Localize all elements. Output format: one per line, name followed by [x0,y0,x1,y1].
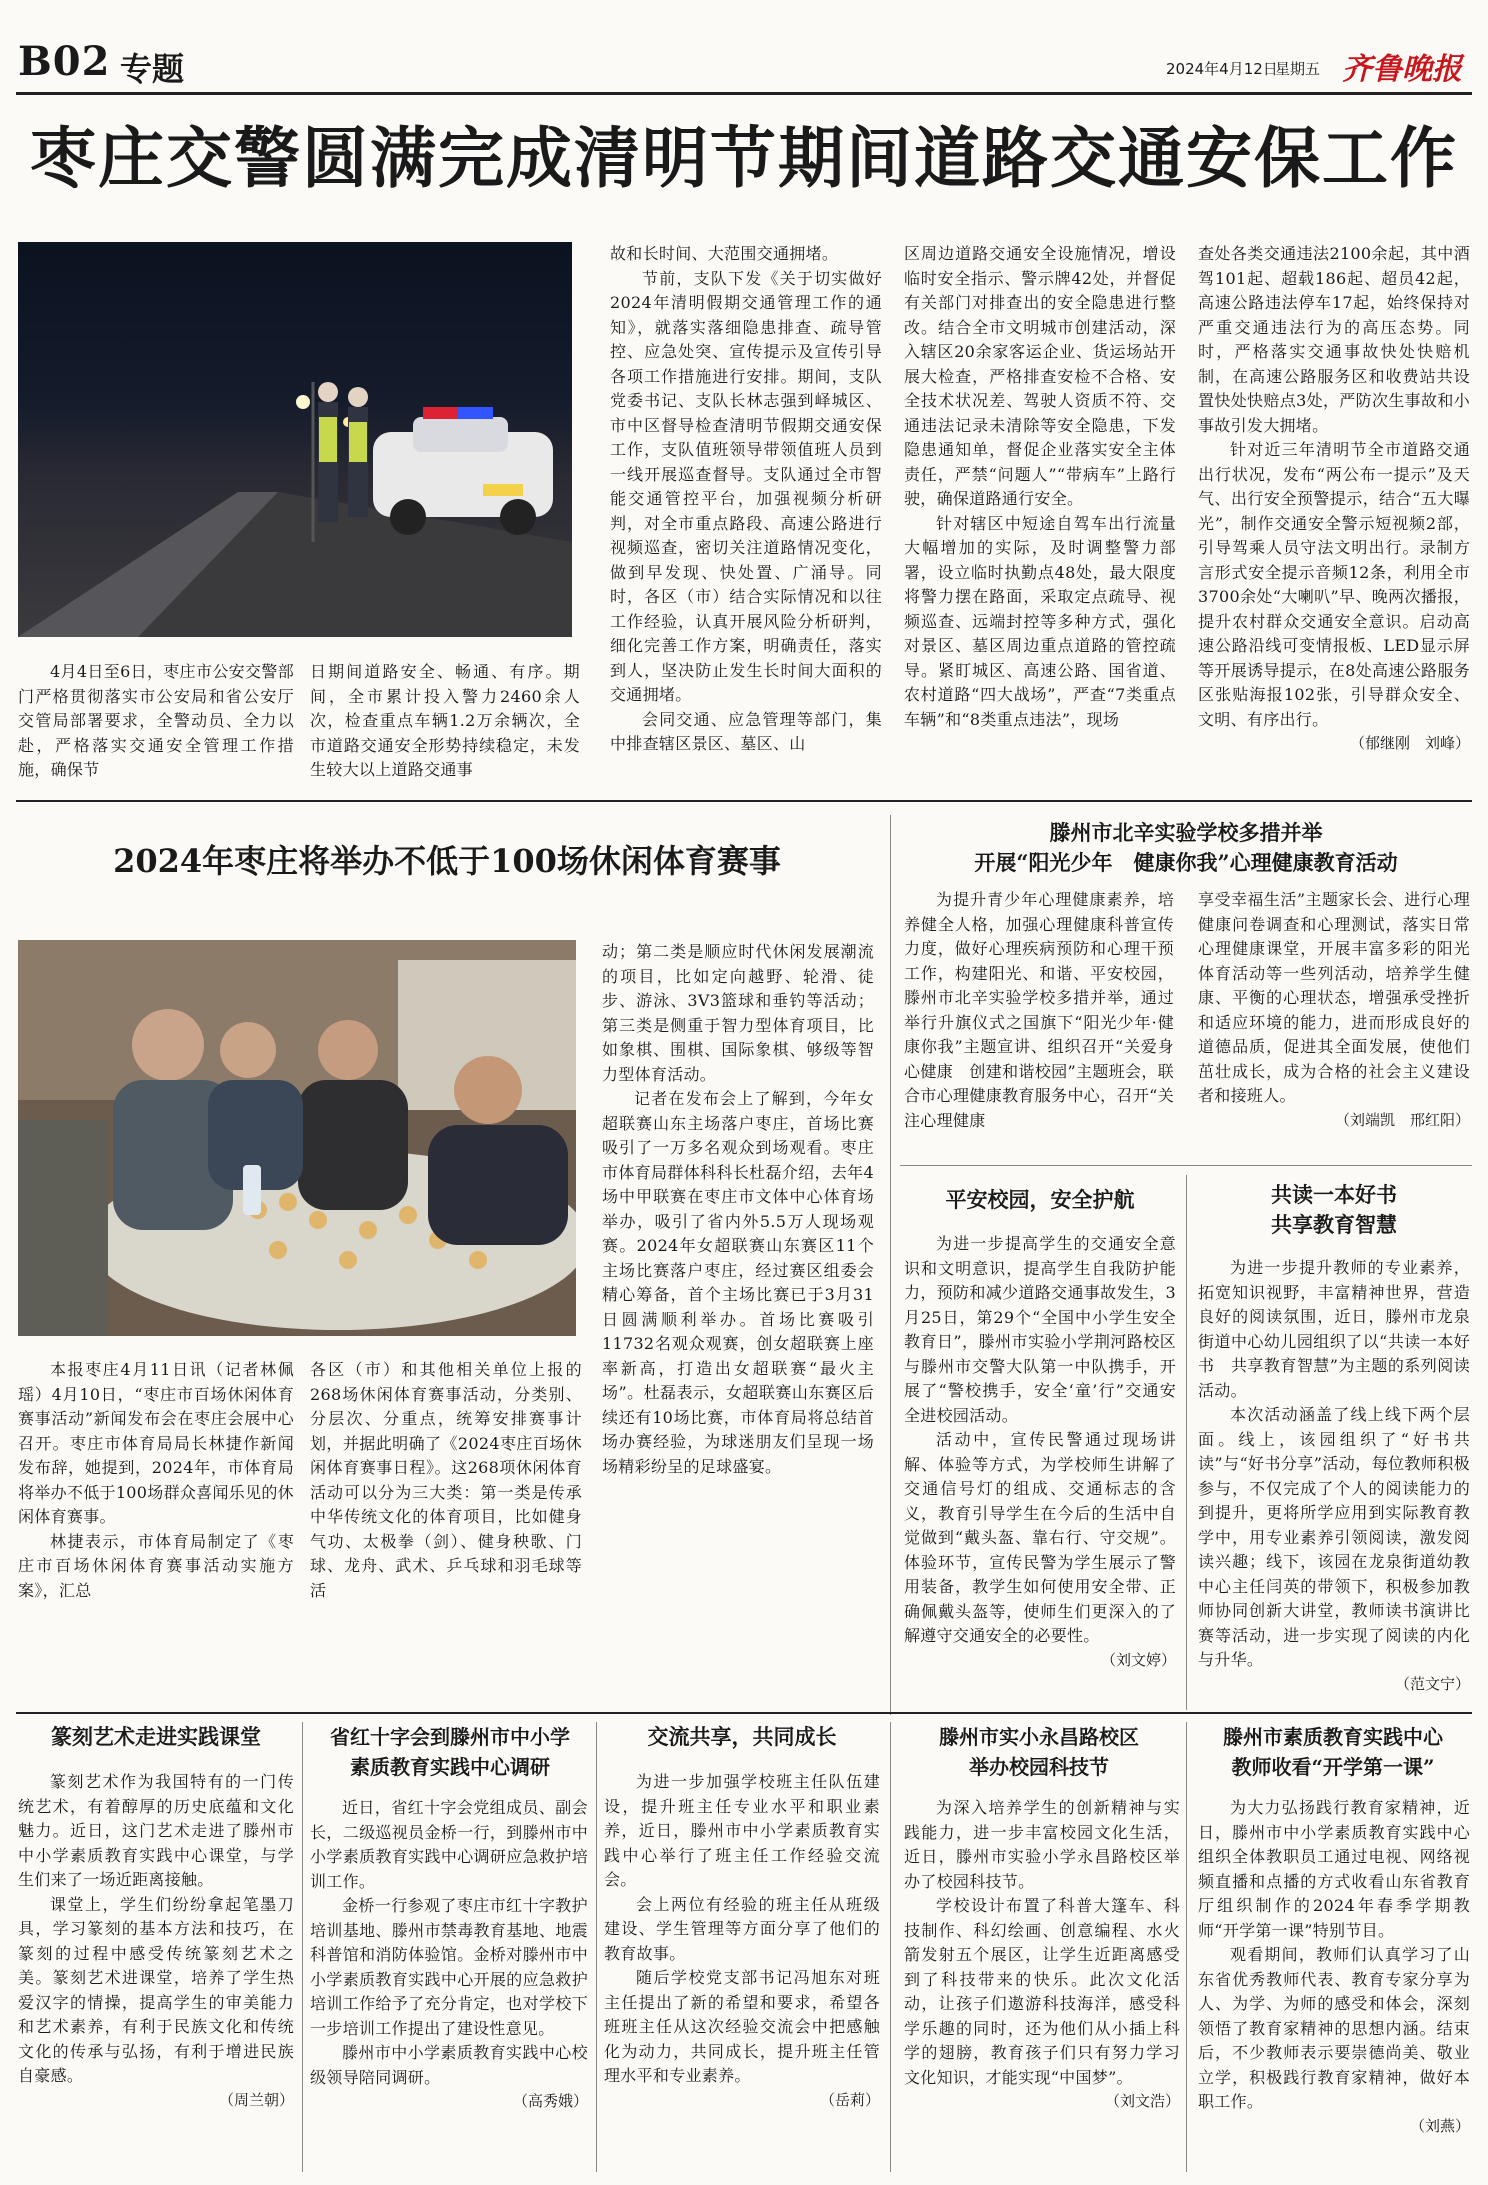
lead-col-3-p3: 会同交通、应急管理等部门，集中排查辖区景区、墓区、山 [610,709,882,753]
section-name: 专题 [120,50,185,88]
firstlesson-headline-2: 教师收看“开学第一课” [1231,1755,1435,1779]
safety-p2: 活动中，宣传民警通过现场讲解、体验等方式，为学校师生讲解了交通信号灯的组成、交通标志的含义，教育引导学生在今后的生活中自觉做到“戴头盔、靠右行、守交规”。体验环节，宣传民警为学生展示了警用装备，教学生如何使用安全带、正确佩戴头盔等，使师生们更深入的了解遵守交通安全的必要性。 [904,1430,1176,1645]
redcross-headline-2: 素质教育实践中心调研 [350,1755,550,1779]
sports-col-2-text: 各区（市）和其他相关单位上报的268场休闲体育赛事活动，分类别、分层次、分重点，统筹安排赛事计划，并据此明确了《2024枣庄百场休闲体育赛事日程》。这268项休闲体育活动可以分为三大类：第一类是传承中华传统文化的体育项目，比如健身气功、太极拳（剑）、健身秧歌、门球、龙舟、武术、乒乓球和羽毛球等活 [310,1360,582,1600]
safety-p1: 为进一步提高学生的交通安全意识和文明意识，提高学生自我防护能力，预防和减少道路交通事故发生，3月25日，第29个“全国中小学生安全教育日”，滕州市实验小学荆河路校区与滕州市交警大队第一中队携手，开展了“警校携手，安全‘童’行”交通安全进校园活动。 [904,1234,1176,1425]
beixin-headline-2: 开展“阳光少年 健康你我”心理健康教育活动 [974,850,1398,875]
safety-divider [1186,1175,1187,1710]
beixin-col-2 [1198,888,1470,1158]
lead-col-5-p1: 查处各类交通违法2100余起，其中酒驾101起、超载186起、超员42起，高速公路违法停车17起，始终保持对严重交通违法行为的高压态势。同时，严格落实交通事故快处快赔机制，在高速公路服务区和收费站共设置快处快赔点3处，严防次生事故和小事故引发大拥堵。 [1198,244,1470,435]
bottom-divider-3 [890,1722,891,2172]
seal-p2: 课堂上，学生们纷纷拿起笔墨刀具，学习篆刻的基本方法和技巧，在篆刻的过程中感受传统篆刻艺术之美。篆刻艺术进课堂，培养了学生热爱汉字的情操，提高学生的审美能力和艺术素养，有利于民族文化和传统文化的传承与弘扬，有利于增进民族自豪感。 [18,1894,294,2085]
reading-p2: 本次活动涵盖了线上线下两个层面。线上，该园组织了“好书共读”与“好书分享”活动，每位教师积极参与，不仅完成了个人的阅读能力的到提升，更将所学应用到实际教育教学中，用专业素养引领阅读，激发阅读兴趣；线下，该园在龙泉街道幼教中心主任闫英的带领下，积极参加教师协同创新大讲堂，教师读书演讲比赛等活动，进一步实现了阅读的内化与升华。 [1198,1405,1470,1669]
issue-weekday: 星期五 [1275,60,1321,78]
safety-body [904,1232,1176,1710]
lead-col-4-p2: 针对辖区中短途自驾车出行流量大幅增加的实际，及时调整警力部署，设立临时执勤点48处，最大限度将警力摆在路面，采取定点疏导、视频巡查、远端封控等多种方式，强化对景区、墓区周边重点道路的管控疏导。紧盯城区、高速公路、国省道、农村道路“四大战场”，严查“7类重点车辆”和“8类重点违法”，现场 [904,513,1176,729]
redcross-body [310,1796,588,2175]
sports-col-2 [310,1358,582,1678]
paper-name: 齐鲁晚报 [1342,52,1462,87]
beixin-headline-1: 滕州市北辛实验学校多措并举 [1049,820,1323,845]
sports-col-1 [18,1358,294,1678]
page-code: B02 [18,38,111,85]
scifest-p2: 学校设计布置了科普大篷车、科技制作、科幻绘画、创意编程、水火箭发射五个展区，让学生近距离感受到了科技带来的快乐。此次文化活动，让孩子们遨游科技海洋，感受科学乐趣的同时，还为他们从小插上科学的翅膀，教育孩子们只有努力学习文化知识，才能实现“中国梦”。 [904,1896,1180,2087]
sports-col-3-p2: 记者在发布会上了解到，今年女超联赛山东主场落户枣庄，首场比赛吸引了一万多名观众到场观看。枣庄市体育局群体科科长杜磊介绍，去年4场中甲联赛在枣庄市文体中心体育场举办，吸引了省内外5.5万人现场观赛。2024年女超联赛山东赛区11个主场比赛落户枣庄，经过赛区组委会精心筹备，首个主场比赛已于3月31日圆满顺利举办。首场比赛吸引11732名观众观赛，创女超联赛上座率新高，打造出女超联赛“最火主场”。杜磊表示，女超联赛山东赛区后续还有10场比赛，市体育局将总结首场办赛经验，为球迷朋友们呈现一场场精彩纷呈的足球盛宴。 [602,1089,874,1476]
lead-col-2-text: 日期间道路安全、畅通、有序。期间，全市累计投入警力2460余人次，检查重点车辆1.2万余辆次，全市道路交通安全形势持续稳定，未发生较大以上道路交通事 [310,662,580,779]
reading-headline-1: 共读一本好书 [1271,1182,1397,1207]
lead-col-5 [1198,242,1470,792]
sports-headline: 2024年枣庄将举办不低于100场休闲体育赛事 [113,842,781,880]
bottom-divider-4 [1186,1722,1187,2172]
exchange-body [604,1770,880,2175]
exchange-credit: （岳莉） [819,2090,880,2109]
redcross-p1: 近日，省红十字会党组成员、副会长，二级巡视员金桥一行，到滕州市中小学素质教育实践中心调研应急救护培训工作。 [310,1798,588,1891]
exchange-headline: 交流共享，共同成长 [647,1724,837,1749]
seal-headline: 篆刻艺术走进实践课堂 [51,1724,261,1749]
sports-col-3 [602,940,874,1678]
reading-headline-2: 共享教育智慧 [1271,1212,1397,1237]
redcross-p2: 金桥一行参观了枣庄市红十字教护培训基地、滕州市禁毒教育基地、地震科普馆和消防体验馆。金桥对滕州市中小学素质教育实践中心开展的应急救护培训工作给予了充分肯定，也对学校下一步培训工作提出了建设性意见。 [310,1896,588,2038]
firstlesson-p1: 为大力弘扬践行教育家精神，近日，滕州市中小学素质教育实践中心组织全体教职员工通过电视、网络视频直播和点播的方式收看山东省教育厅组织制作的2024年春季学期教师“开学第一课”特别节目。 [1198,1798,1470,1940]
lead-col-4-p1: 区周边道路交通安全设施情况，增设临时安全指示、警示牌42处，并督促有关部门对排查出的安全隐患进行整改。结合全市文明城市创建活动，深入辖区20余家客运企业、货运场站开展大检查，严格排查安检不合格、安全技术状况差、驾驶人资质不符、交通违法记录未清除等安全隐患，下发隐患通知单，督促企业落实安全主体责任，严禁“问题人”“带病车”上路行驶，确保道路通行安全。 [904,244,1176,508]
redcross-p3: 滕州市中小学素质教育实践中心校级领导陪同调研。 [310,2043,588,2087]
beixin-col-1 [904,888,1174,1158]
bottom-band-rule [16,1712,1472,1714]
lead-col-3-p2: 节前，支队下发《关于切实做好2024年清明假期交通管理工作的通知》，就落实落细隐患排查、疏导管控、应急处突、宣传提示及宣传引导各项工作措施进行安排。期间，支队党委书记、支队长林志强到峄城区、市中区督导检查清明节假期交通安保工作，支队值班领导带领值班人员到一线开展巡查督导。支队通过全市智能交通管控平台，加强视频分析研判，对全市重点路段、高速公路进行视频巡查，密切关注道路情况变化，做到早发现、快处置、广涌导。同时，各区（市）结合实际情况和以往工作经验，认真开展风险分析研判，细化完善工作方案，明确责任，落实到人，坚决防止发生长时间大面积的交通拥堵。 [610,268,882,704]
reading-body [1198,1256,1470,1710]
sports-col-3-p1: 动；第二类是顺应时代休闲发展潮流的项目，比如定向越野、轮滑、徒步、游泳、3V3篮球和垂钓等活动；第三类是侧重于智力型体育项目，比如象棋、围棋、国际象棋、够级等智力型体育活动。 [602,942,874,1084]
seal-credit: （周兰朝） [218,2090,294,2109]
lead-credit: （郁继刚 刘峰） [1349,734,1470,752]
reading-credit: （范文宁） [1394,1674,1470,1693]
redcross-credit: （高秀娥） [512,2092,588,2110]
firstlesson-headline-1: 滕州市素质教育实践中心 [1223,1725,1443,1749]
bottom-divider-1 [302,1722,303,2172]
firstlesson-p2: 观看期间，教师们认真学习了山东省优秀教师代表、教育专家分享为人、为学、为师的感受和体会，深刻领悟了教育家精神的思想内涵。结束后，不少教师表示要崇德尚美、敬业立学，积极践行教育家精神，做好本职工作。 [1198,1945,1470,2111]
lead-col-4 [904,242,1176,792]
exchange-p1: 为进一步加强学校班主任队伍建设，提升班主任专业水平和职业素养，近日，滕州市中小学素质教育实践中心举行了班主任工作经验交流会。 [604,1772,880,1889]
issue-date: 2024年4月12日 [1166,60,1278,78]
scifest-p1: 为深入培养学生的创新精神与实践能力，进一步丰富校园文化生活，近日，滕州市实验小学永昌路校区举办了校园科技节。 [904,1798,1180,1891]
seal-p1: 篆刻艺术作为我国特有的一门传统艺术，有着醇厚的历史底蕴和文化魅力。近日，这门艺术走进了滕州市中小学素质教育实践中心课堂，与学生们来了一场近距离接触。 [18,1772,294,1889]
lead-col-2 [310,660,580,792]
middle-divider [890,815,891,1715]
safety-credit: （刘文婷） [1100,1650,1176,1669]
reading-p1: 为进一步提升教师的专业素养，拓宽知识视野，丰富精神世界，营造良好的阅读氛围，近日，滕州市龙泉街道中心幼儿园组织了以“共读一本好书 共享教育智慧”为主题的系列阅读活动。 [1198,1258,1470,1400]
lead-col-3 [610,242,882,792]
exchange-p2: 会上两位有经验的班主任从班级建设、学生管理等方面分享了他们的教育故事。 [604,1894,880,1963]
lead-col-3-p1: 故和长时间、大范围交通拥堵。 [610,244,839,263]
lead-col-5-p2: 针对近三年清明节全市道路交通出行状况，发布“两公布一提示”及天气、出行安全预警提示，结合“五大曝光”，制作交通安全警示短视频2部，引导驾乘人员守法文明出行。录制方言形式安全提示音频12条，利用全市3700余处“大喇叭”早、晚两次播报，提升农村群众交通安全意识。启动高速公路沿线可变情报板、LED显示屏等开展诱导提示，在8处高速公路服务区张贴海报102张，引导群众安全、文明、有序出行。 [1198,440,1470,729]
beixin-col-1-text: 为提升青少年心理健康素养，培养健全人格，加强心理健康科普宣传力度，做好心理疾病预防和心理干预工作，构建阳光、和谐、平安校园，滕州市北辛实验学校多措并举，通过举行升旗仪式之国旗下“阳光少年·健康你我”主题宣讲、组织召开“关爱身心健康 创建和谐校园”主题班会，联合市心理健康教育服务中心，召开“关注心理健康 [904,890,1174,1130]
beixin-col-2-text: 享受幸福生活”主题家长会、进行心理健康问卷调查和心理测试，落实日常心理健康课堂，开展丰富多彩的阳光体育活动等一些列活动，培养学生健康、平衡的心理状态，增强承受挫折和适应环境的能力，进而形成良好的道德品质，促进其全面发展，使他们茁壮成长，成为合格的社会主义建设者和接班人。 [1198,890,1470,1105]
firstlesson-body [1198,1796,1470,2175]
beixin-rule [900,1165,1472,1166]
sports-photo [18,940,576,1336]
bottom-divider-2 [596,1722,597,2172]
firstlesson-credit: （刘燕） [1409,2116,1470,2135]
scifest-headline-2: 举办校园科技节 [969,1755,1109,1779]
lead-photo [18,242,572,637]
beixin-credit: （刘端凯 邢红阳） [1334,1110,1470,1129]
lead-col-1-text: 4月4日至6日，枣庄市公安交警部门严格贯彻落实市公安局和省公安厅交管局部署要求，全警动员、全力以赴，严格落实交通安全管理工作措施，确保节 [18,662,294,779]
header-rule [16,92,1472,95]
scifest-credit: （刘文浩） [1104,2092,1180,2110]
scifest-body [904,1796,1180,2175]
seal-body [18,1770,294,2175]
lead-bottom-rule [16,800,1472,802]
sports-col-1-p2: 林捷表示，市体育局制定了《枣庄市百场休闲体育赛事活动实施方案》，汇总 [18,1531,294,1600]
scifest-headline-1: 滕州市实小永昌路校区 [939,1725,1139,1749]
safety-headline: 平安校园，安全护航 [945,1187,1135,1212]
lead-headline: 枣庄交警圆满完成清明节期间道路交通安保工作 [30,119,1458,197]
sports-col-1-p1: 本报枣庄4月11日讯（记者林佩瑶）4月10日，“枣庄市百场休闲体育赛事活动”新闻发布会在枣庄会展中心召开。枣庄市体育局局长林捷作新闻发布辞，她提到，2024年，市体育局将举办不低于100场群众喜闻乐见的休闲体育赛事。 [18,1360,294,1526]
redcross-headline-1: 省红十字会到滕州市中小学 [330,1725,570,1749]
exchange-p3: 随后学校党支部书记冯旭东对班主任提出了新的希望和要求，希望各班班主任从这次经验交流会中把感触化为动力，共同成长，提升班主任管理水平和专业素养。 [604,1968,880,2085]
lead-col-1 [18,660,294,792]
